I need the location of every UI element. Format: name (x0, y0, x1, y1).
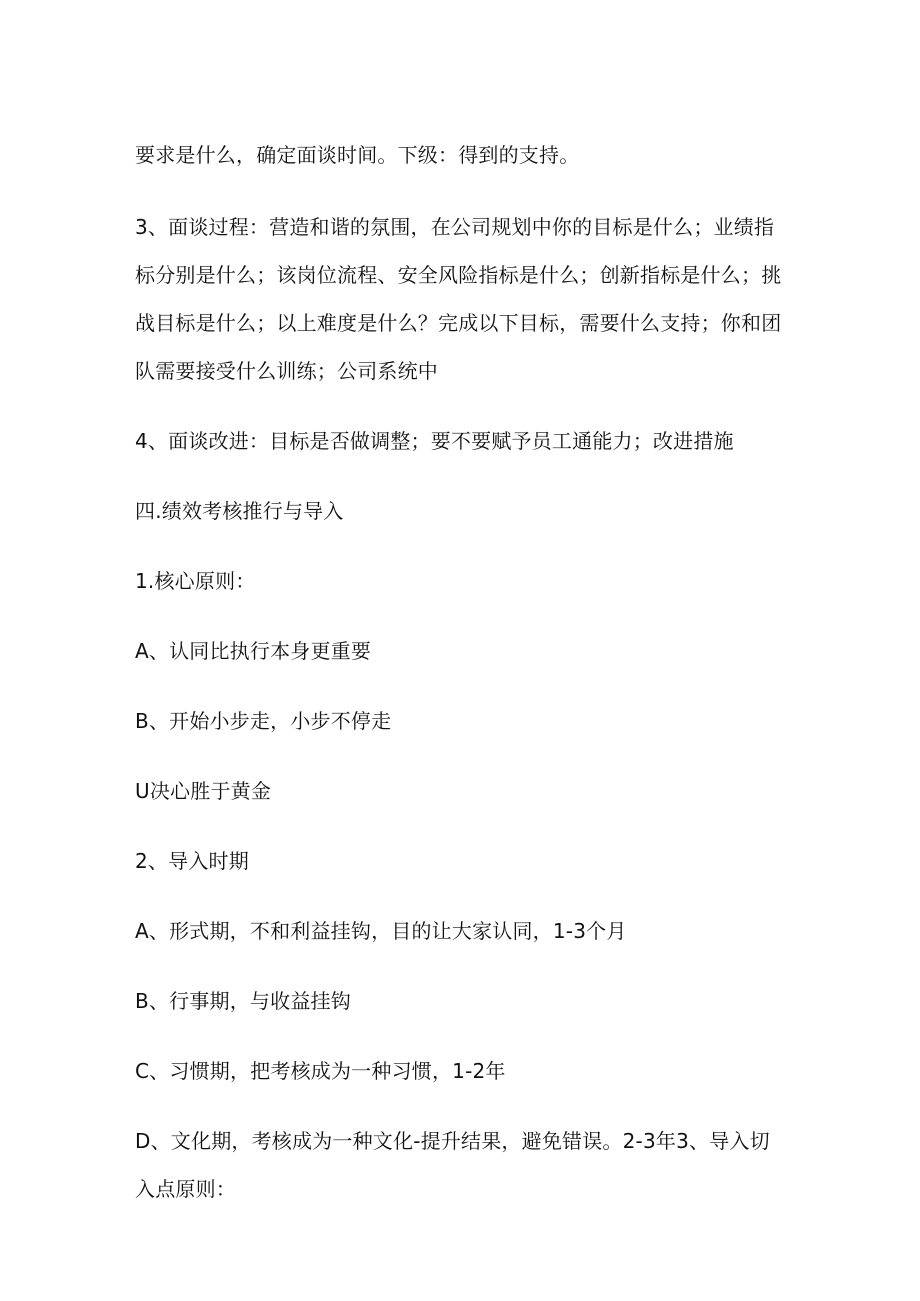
subheading-core-principles: 1.核心原则： (135, 569, 256, 593)
paragraph-interview-preparation-end: 要求是什么，确定面谈时间。下级：得到的支持。 (135, 143, 580, 167)
principle-u: U决心胜于黄金 (135, 779, 272, 803)
period-c-habit: C、习惯期，把考核成为一种习惯，1-2年 (135, 1059, 506, 1083)
paragraph-interview-improvement: 4、面谈改进：目标是否做调整；要不要赋予员工通能力；改进措施 (135, 429, 734, 453)
section-heading-rollout: 四.绩效考核推行与导入 (135, 499, 344, 523)
period-b-execution: B、行事期，与收益挂钩 (135, 989, 351, 1013)
period-a-formal: A、形式期，不和利益挂钩，目的让大家认同，1-3个月 (135, 919, 627, 943)
principle-b: B、开始小步走，小步不停走 (135, 709, 392, 733)
subheading-rollout-periods: 2、导入时期 (135, 849, 249, 873)
period-d-culture: D、文化期，考核成为一种文化-提升结果，避免错误。2-3年3、导入切入点原则： (135, 1129, 770, 1201)
paragraph-interview-process: 3、面谈过程：营造和谐的氛围，在公司规划中你的目标是什么；业绩指标分别是什么；该岗位流程、安全风险指标是什么；创新指标是什么；挑战目标是什么；以上难度是什么？完成以下目标，需要什么支持；你和团队需要接受什么训练；公司系统中 (135, 215, 782, 383)
principle-a: A、认同比执行本身更重要 (135, 639, 372, 663)
